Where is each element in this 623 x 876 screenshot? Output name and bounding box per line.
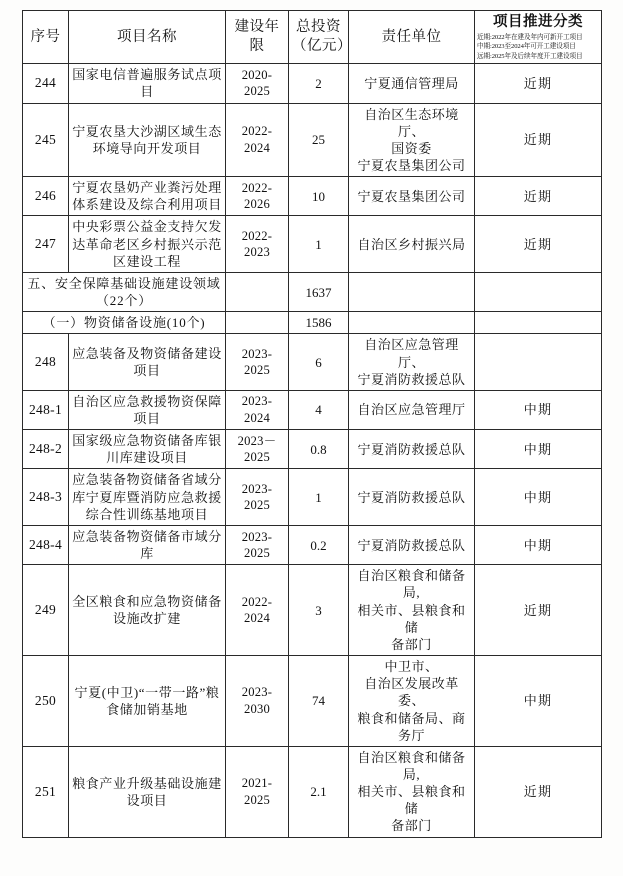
row-sequence-number: 248-3 <box>23 469 69 525</box>
row-promotion-class: 近期 <box>475 64 602 103</box>
row-construction-years <box>226 746 289 837</box>
table-row <box>23 64 602 103</box>
row-total-investment: 4 <box>289 390 349 429</box>
column-header-responsible-unit: 责任单位 <box>349 11 475 64</box>
table-row <box>23 103 602 177</box>
row-sequence-number: 248-1 <box>23 390 69 429</box>
responsible-unit-line: 自治区生态环境厅、 <box>364 106 459 139</box>
row-sequence-number: 248-2 <box>23 430 69 469</box>
table-row <box>23 334 602 390</box>
construction-years-line: 2023- <box>241 529 273 544</box>
responsible-unit-line: 自治区发展改革委、 <box>364 676 459 709</box>
table-row <box>23 525 602 564</box>
responsible-unit-line: 自治区粮食和储备局, <box>357 568 466 601</box>
row-responsible-unit <box>349 334 475 390</box>
construction-years-line: 2025 <box>244 84 270 99</box>
row-promotion-class: 中期 <box>475 656 602 747</box>
section-promotion-class <box>475 272 602 311</box>
construction-years-line: 2025 <box>244 363 270 378</box>
responsible-unit-line: 宁夏农垦集团公司 <box>357 188 466 204</box>
responsible-unit-line: 备部门 <box>391 636 432 652</box>
table-row <box>23 746 602 837</box>
responsible-unit-line: 自治区应急管理厅、 <box>364 337 459 370</box>
section-responsible-unit <box>349 312 475 334</box>
row-promotion-class: 中期 <box>475 525 602 564</box>
row-promotion-class: 中期 <box>475 430 602 469</box>
table-header-row <box>23 11 602 64</box>
row-construction-years <box>226 334 289 390</box>
table-row <box>23 177 602 216</box>
section-title <box>23 272 226 311</box>
responsible-unit-line: 备部门 <box>391 818 432 834</box>
row-responsible-unit <box>349 64 475 103</box>
row-promotion-class: 近期 <box>475 177 602 216</box>
row-total-investment: 2.1 <box>289 746 349 837</box>
construction-years-line: 2023- <box>241 346 273 361</box>
responsible-unit-line: 中卫市、 <box>384 659 439 675</box>
column-header-project-name: 项目名称 <box>69 11 226 64</box>
construction-years-line: 2026 <box>244 197 270 212</box>
row-sequence-number: 247 <box>23 216 69 272</box>
row-responsible-unit <box>349 177 475 216</box>
row-sequence-number: 244 <box>23 64 69 103</box>
row-total-investment: 6 <box>289 334 349 390</box>
table-row <box>23 565 602 656</box>
responsible-unit-line: 粮食和储备局、商务厅 <box>357 710 466 743</box>
responsible-unit-line: 宁夏消防救援总队 <box>357 371 466 387</box>
construction-years-line: 2023 <box>244 245 270 260</box>
construction-years-line: 2023- <box>241 394 273 409</box>
responsible-unit-line: 相关市、县粮食和储 <box>357 602 466 635</box>
row-promotion-class: 近期 <box>475 103 602 177</box>
section-title-line: （一）物资储备设施(10个) <box>42 315 206 331</box>
responsible-unit-line: 自治区应急管理厅 <box>357 402 466 418</box>
construction-years-line: 2025 <box>244 546 270 561</box>
row-total-investment: 0.8 <box>289 430 349 469</box>
table-row <box>23 430 602 469</box>
responsible-unit-line: 自治区粮食和储备局, <box>357 749 466 782</box>
row-responsible-unit <box>349 216 475 272</box>
row-project-name: 自治区应急救援物资保障项目 <box>69 390 226 429</box>
construction-years-line: 2030 <box>244 701 270 716</box>
row-total-investment: 3 <box>289 565 349 656</box>
responsible-unit-line: 宁夏农垦集团公司 <box>357 157 466 173</box>
responsible-unit-line: 宁夏消防救援总队 <box>357 441 466 457</box>
construction-years-line: 2023- <box>241 481 273 496</box>
row-construction-years <box>226 177 289 216</box>
row-project-name: 应急装备物资储备省域分库宁夏库暨消防应急救援综合性训练基地项目 <box>69 469 226 525</box>
row-construction-years <box>226 430 289 469</box>
project-table <box>22 10 602 838</box>
row-sequence-number: 250 <box>23 656 69 747</box>
responsible-unit-line: 自治区乡村振兴局 <box>357 236 466 252</box>
table-row <box>23 216 602 272</box>
column-header-construction-years: 建设年限 <box>226 11 289 64</box>
row-project-name: 应急装备及物资储备建设项目 <box>69 334 226 390</box>
section-years <box>226 272 289 311</box>
row-project-name: 国家级应急物资储备库银川库建设项目 <box>69 430 226 469</box>
row-responsible-unit <box>349 656 475 747</box>
row-sequence-number: 248-4 <box>23 525 69 564</box>
row-project-name: 中央彩票公益金支持欠发达革命老区乡村振兴示范区建设工程 <box>69 216 226 272</box>
construction-years-line: 2024 <box>244 611 270 626</box>
row-total-investment: 1 <box>289 469 349 525</box>
row-promotion-class: 近期 <box>475 565 602 656</box>
row-promotion-class: 近期 <box>475 216 602 272</box>
table-header <box>23 11 602 64</box>
row-construction-years <box>226 565 289 656</box>
row-project-name: 国家电信普遍服务试点项目 <box>69 64 226 103</box>
row-sequence-number: 246 <box>23 177 69 216</box>
row-responsible-unit <box>349 430 475 469</box>
row-construction-years <box>226 656 289 747</box>
row-responsible-unit <box>349 103 475 177</box>
construction-years-line: 2022- <box>241 124 273 139</box>
row-responsible-unit <box>349 525 475 564</box>
construction-years-line: 2025 <box>244 498 270 513</box>
section-responsible-unit <box>349 272 475 311</box>
row-construction-years <box>226 64 289 103</box>
row-total-investment: 74 <box>289 656 349 747</box>
row-construction-years <box>226 469 289 525</box>
table-row <box>23 656 602 747</box>
responsible-unit-line: 相关市、县粮食和储 <box>357 784 466 817</box>
construction-years-line: 2024 <box>244 411 270 426</box>
construction-years-line: 2022- <box>241 180 273 195</box>
section-title-line: （22个） <box>96 293 152 309</box>
row-project-name: 宁夏农垦大沙湖区域生态环境导向开发项目 <box>69 103 226 177</box>
construction-years-line: 2025 <box>244 792 270 807</box>
row-total-investment: 25 <box>289 103 349 177</box>
construction-years-line: 2023－ <box>237 433 277 448</box>
promotion-class-title: 项目推进分类 <box>493 14 583 30</box>
section-title <box>23 312 226 334</box>
row-project-name: 应急装备物资储备市域分库 <box>69 525 226 564</box>
row-construction-years <box>226 103 289 177</box>
row-responsible-unit <box>349 469 475 525</box>
section-promotion-class <box>475 312 602 334</box>
construction-years-line: 2022- <box>241 228 273 243</box>
promotion-class-note-mid: 中期:2023至2024年可开工建设项目 <box>477 43 576 51</box>
responsible-unit-line: 宁夏通信管理局 <box>364 75 459 91</box>
row-promotion-class: 中期 <box>475 390 602 429</box>
row-sequence-number: 245 <box>23 103 69 177</box>
row-construction-years <box>226 216 289 272</box>
row-sequence-number: 248 <box>23 334 69 390</box>
construction-years-line: 2020- <box>241 67 273 82</box>
construction-years-line: 2021- <box>241 776 273 791</box>
row-sequence-number: 251 <box>23 746 69 837</box>
row-total-investment: 1 <box>289 216 349 272</box>
row-project-name: 宁夏农垦奶产业粪污处理体系建设及综合利用项目 <box>69 177 226 216</box>
row-construction-years <box>226 525 289 564</box>
column-header-seq: 序号 <box>23 11 69 64</box>
column-header-total-investment <box>289 11 352 64</box>
table-row <box>23 390 602 429</box>
row-promotion-class: 中期 <box>475 469 602 525</box>
section-title-line: 五、安全保障基础设施建设领域 <box>27 275 221 291</box>
table-section-row <box>23 312 602 334</box>
row-project-name: 宁夏(中卫)“一带一路”粮食储加销基地 <box>69 656 226 747</box>
row-project-name: 全区粮食和应急物资储备设施改扩建 <box>69 565 226 656</box>
construction-years-line: 2023- <box>241 685 273 700</box>
row-responsible-unit <box>349 390 475 429</box>
responsible-unit-line: 宁夏消防救援总队 <box>357 489 466 505</box>
table-body <box>23 64 602 837</box>
row-construction-years <box>226 390 289 429</box>
row-project-name: 粮食产业升级基础设施建设项目 <box>69 746 226 837</box>
row-responsible-unit <box>349 746 475 837</box>
column-header-promotion-class <box>475 11 602 64</box>
row-sequence-number: 249 <box>23 565 69 656</box>
responsible-unit-line: 国资委 <box>391 140 432 156</box>
promotion-class-note-far: 远期:2025年及后续年度开工建设项目 <box>477 52 583 60</box>
promotion-class-note-near: 近期:2022年在建及年内可新开工项目 <box>477 34 583 42</box>
section-years <box>226 312 289 334</box>
responsible-unit-line: 宁夏消防救援总队 <box>357 537 466 553</box>
section-total-investment: 1586 <box>289 312 349 334</box>
construction-years-line: 2022- <box>241 594 273 609</box>
total-investment-label-line1: 总投资 <box>296 18 341 35</box>
row-total-investment: 2 <box>289 64 349 103</box>
table-row <box>23 469 602 525</box>
row-promotion-class <box>475 334 602 390</box>
row-responsible-unit <box>349 565 475 656</box>
construction-years-line: 2025 <box>244 450 270 465</box>
row-promotion-class: 近期 <box>475 746 602 837</box>
row-total-investment: 10 <box>289 177 349 216</box>
table-section-row <box>23 272 602 311</box>
section-total-investment: 1637 <box>289 272 349 311</box>
row-total-investment: 0.2 <box>289 525 349 564</box>
construction-years-line: 2024 <box>244 140 270 155</box>
total-investment-label-line2: （亿元） <box>292 38 352 55</box>
